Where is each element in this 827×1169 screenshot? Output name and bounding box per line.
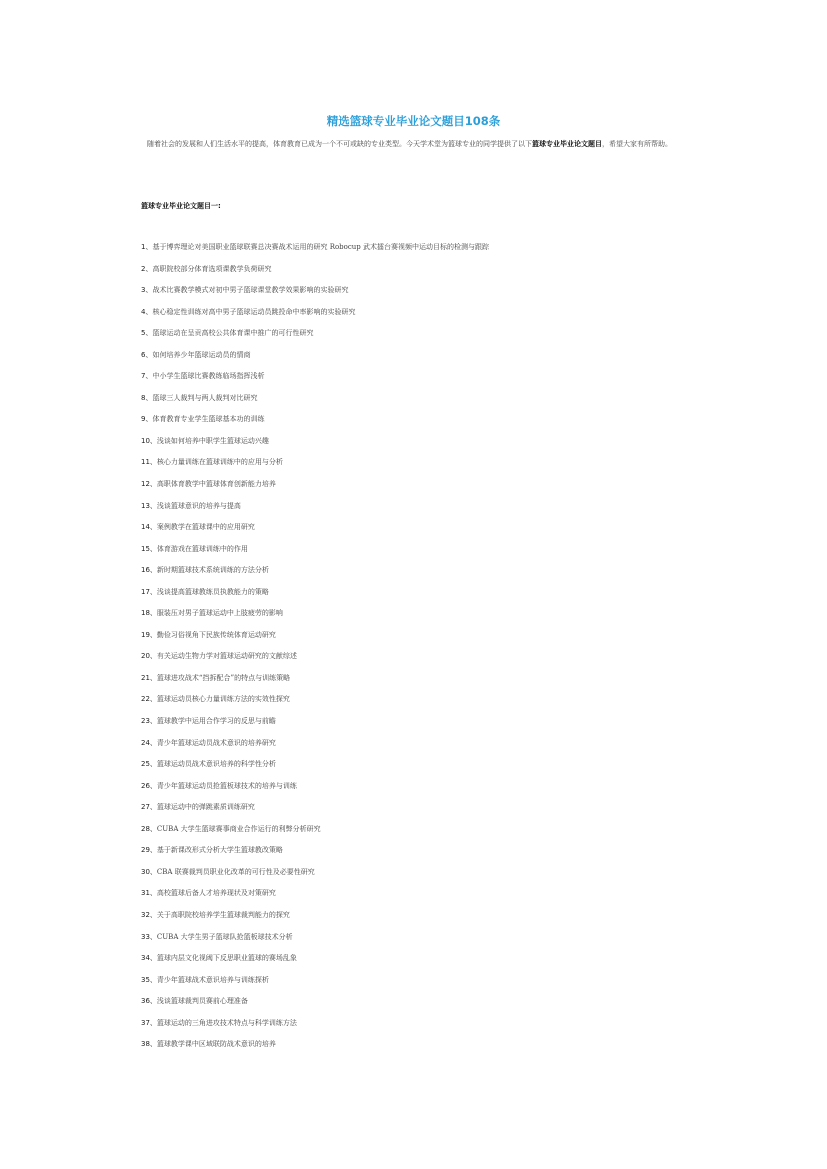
list-item-number: 12、 [141,480,157,489]
list-item-text: 篮球运动的三角进攻技术特点与科学训练方法 [156,1018,297,1027]
list-item [141,649,701,671]
intro-text-after: ，希望大家有所帮助。 [602,140,672,148]
list-item-number: 1、 [141,243,153,251]
list-item-text: 体育教育专业学生篮球基本功的训练 [152,415,265,424]
list-item-text: 青少年篮球运动员战术意识的培养研究 [156,738,276,747]
list-item [141,973,701,995]
list-item-text: CUBA 大学生篮球赛事商业合作运行的利弊分析研究 [156,824,321,833]
list-item [141,908,701,930]
list-item [141,606,701,628]
list-item [141,434,701,456]
list-item-text: 篮球运动员核心力量训练方法的实效性探究 [156,695,290,704]
list-item [141,671,701,693]
list-item [141,843,701,865]
list-item-number: 23、 [141,717,157,726]
list-item-number: 8、 [141,393,153,402]
list-item [141,542,701,564]
list-item-text: 浅谈如何培养中职学生篮球运动兴趣 [156,436,269,445]
list-item-number: 10、 [141,436,157,445]
list-item [141,455,701,477]
list-item-number: 38、 [141,1040,157,1049]
list-item-number: 7、 [141,372,153,381]
list-item [141,391,701,413]
intro-highlight: 篮球专业毕业论文题目 [532,139,602,148]
list-item-text: 浅谈篮球裁判员赛前心理准备 [156,997,248,1006]
list-item-number: 9、 [141,415,153,424]
list-item [141,563,701,585]
intro-paragraph [118,134,716,154]
list-item-number: 31、 [141,889,157,898]
list-item-number: 4、 [141,307,153,316]
list-item-text: 浅谈篮球意识的培养与提高 [156,501,241,510]
list-item [141,348,701,370]
list-item [141,585,701,607]
list-item [141,994,701,1016]
list-item-number: 6、 [141,350,153,359]
list-item [141,757,701,779]
list-item-text: 新时期篮球技术系统训练的方法分析 [156,566,269,575]
list-item-text: 核心稳定性训练对高中男子篮球运动员跳投命中率影响的实验研究 [152,307,356,316]
list-item [141,822,701,844]
list-item [141,412,701,434]
list-item-number: 20、 [141,652,157,661]
list-item-number: 33、 [141,932,157,941]
list-item [141,692,701,714]
list-item-text: 篮球三人裁判与两人裁判对比研究 [152,393,258,402]
list-item-number: 3、 [141,286,153,295]
list-item-number: 11、 [141,458,157,467]
list-item-text: 基于博弈理论对美国职业篮球联赛总决赛战术运用的研究 Robocup 武术擂台赛视频中运动目标的检测与跟踪 [152,243,490,251]
list-item-text: 核心力量训练在篮球训练中的应用与分析 [156,458,283,467]
document-title: 精选篮球专业毕业论文题目108条 [326,114,501,128]
list-item [141,262,701,284]
list-item-text: 高职院校部分体育选项课教学负荷研究 [152,264,272,273]
list-item-number: 24、 [141,738,157,747]
list-item-text: 有关运动生物力学对篮球运动研究的文献综述 [156,652,297,661]
list-item-text: 篮球运动在呈贡高校公共体育课中推广的可行性研究 [152,329,314,338]
list-item [141,736,701,758]
list-item [141,240,701,262]
list-item-number: 27、 [141,803,157,812]
list-item [141,520,701,542]
section-title: 篮球专业毕业论文题目一: [141,202,221,210]
list-item [141,865,701,887]
list-item-number: 17、 [141,587,157,596]
list-item-number: 30、 [141,867,157,876]
list-item-text: 基于新课改形式分析大学生篮球教改策略 [156,846,283,855]
list-item-number: 5、 [141,329,153,338]
list-item [141,1037,701,1059]
list-item-text: 服装压对男子篮球运动中上肢疲劳的影响 [156,609,283,618]
list-item-number: 2、 [141,264,153,273]
list-item [141,930,701,952]
list-item [141,779,701,801]
list-item-text: 篮球运动员战术意识培养的科学性分析 [156,760,276,769]
list-item-text: 中小学生篮球比赛教练临场指挥浅析 [152,372,265,381]
list-item [141,951,701,973]
list-item-text: 篮球教学中运用合作学习的反思与前瞻 [156,717,276,726]
list-item-number: 14、 [141,523,157,532]
list-item [141,283,701,305]
list-item-number: 21、 [141,673,157,682]
list-item-number: 36、 [141,997,157,1006]
intro-text-before: 随着社会的发展和人们生活水平的提高，体育教育已成为一个不可或缺的专业类型。今天学术堂为篮球专业的同学提供了以下 [147,140,532,148]
list-item [141,800,701,822]
list-item-text: 体育游戏在篮球训练中的作用 [156,544,248,553]
list-item-number: 16、 [141,566,157,575]
list-item-text: 关于高职院校培养学生篮球裁判能力的探究 [156,910,290,919]
list-item [141,326,701,348]
list-item-text: CBA 联赛裁判员职业化改革的可行性及必要性研究 [156,867,315,876]
list-item-number: 18、 [141,609,157,618]
list-item-text: 篮球运动中的弹跳素质训练研究 [156,803,255,812]
list-item-number: 34、 [141,954,157,963]
list-item-number: 26、 [141,781,157,790]
list-item [141,886,701,908]
list-item [141,477,701,499]
list-item-text: 案例教学在篮球课中的应用研究 [156,523,255,532]
list-item-number: 13、 [141,501,157,510]
list-item-number: 25、 [141,760,157,769]
list-item-text: 青少年篮球战术意识培养与训练探析 [156,975,269,984]
list-item-text: 篮球内层文化视阈下反思职业篮球的赛场乱象 [156,954,297,963]
list-item [141,1016,701,1038]
list-item-number: 22、 [141,695,157,704]
list-item [141,714,701,736]
list-item-text: 高职体育教学中篮球体育创新能力培养 [156,480,276,489]
list-item-text: 高校篮球后备人才培养现状及对策研究 [156,889,276,898]
list-item-text: 勤俭习俗视角下民族传统体育运动研究 [156,630,276,639]
topic-list [141,240,701,1059]
list-item-text: 战术比赛教学模式对初中男子篮球课堂教学效果影响的实验研究 [152,286,349,295]
list-item-number: 32、 [141,910,157,919]
list-item-text: CUBA 大学生男子篮球队抢篮板球技术分析 [156,932,293,941]
list-item-text: 篮球教学课中区域联防战术意识的培养 [156,1040,276,1049]
list-item-number: 37、 [141,1018,157,1027]
list-item-number: 19、 [141,630,157,639]
list-item [141,628,701,650]
list-item-number: 15、 [141,544,157,553]
list-item [141,305,701,327]
list-item-number: 29、 [141,846,157,855]
list-item-text: 青少年篮球运动员抢篮板球技术的培养与训练 [156,781,297,790]
list-item-number: 28、 [141,824,157,833]
list-item-text: 如何培养少年篮球运动员的情商 [152,350,251,359]
list-item-text: 浅谈提高篮球教练员执教能力的策略 [156,587,269,596]
list-item-text: 篮球进攻战术“挡拆配合”的特点与训练策略 [156,673,291,682]
list-item [141,499,701,521]
list-item-number: 35、 [141,975,157,984]
list-item [141,369,701,391]
